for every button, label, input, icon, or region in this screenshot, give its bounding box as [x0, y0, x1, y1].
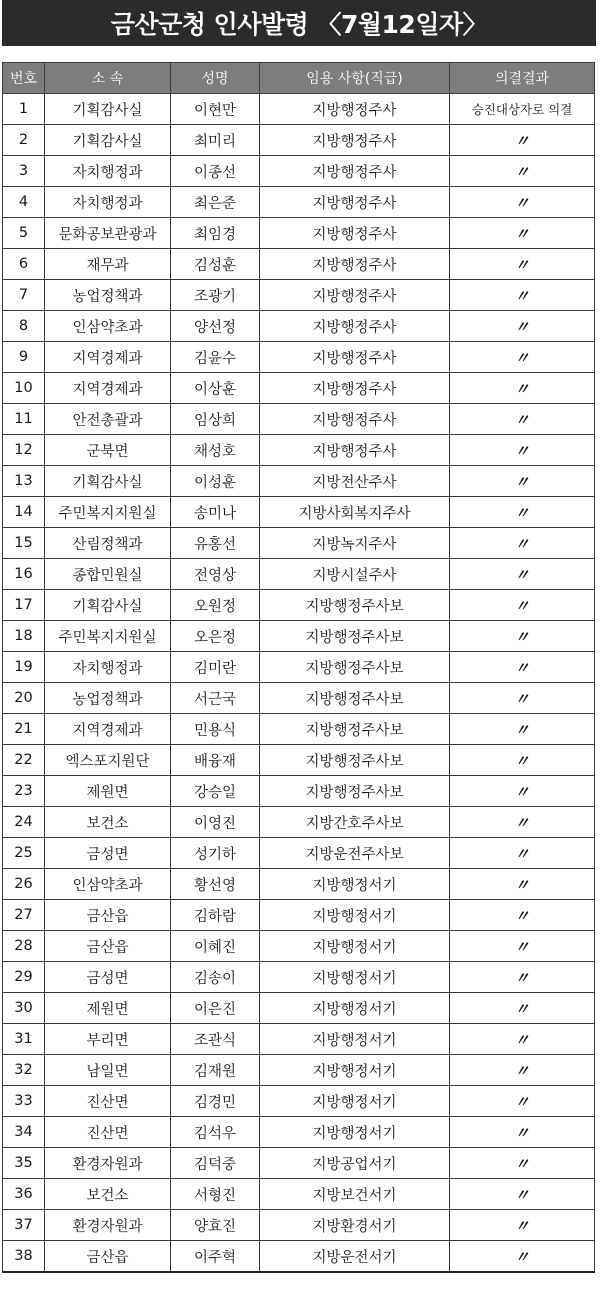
cell-number: 8 — [3, 311, 45, 342]
cell-number: 10 — [3, 373, 45, 404]
cell-name: 최은준 — [171, 187, 260, 218]
table-row — [3, 1179, 595, 1210]
cell-department: 군북면 — [45, 435, 171, 466]
cell-resolution: 〃 — [450, 652, 595, 683]
cell-resolution: 〃 — [450, 187, 595, 218]
cell-number: 22 — [3, 745, 45, 776]
cell-department: 기획감사실 — [45, 94, 171, 125]
table-row — [3, 1148, 595, 1179]
cell-department: 금산읍 — [45, 931, 171, 962]
cell-resolution: 〃 — [450, 466, 595, 497]
cell-department: 주민복지지원실 — [45, 497, 171, 528]
cell-department: 지역경제과 — [45, 714, 171, 745]
cell-resolution: 〃 — [450, 714, 595, 745]
cell-appointment-rank: 지방행정주사보 — [260, 776, 450, 807]
cell-number: 27 — [3, 900, 45, 931]
cell-name: 이은진 — [171, 993, 260, 1024]
cell-resolution: 〃 — [450, 528, 595, 559]
cell-number: 31 — [3, 1024, 45, 1055]
table-row — [3, 280, 595, 311]
cell-resolution: 〃 — [450, 838, 595, 869]
cell-department: 보건소 — [45, 807, 171, 838]
table-row — [3, 683, 595, 714]
cell-name: 이혜진 — [171, 931, 260, 962]
table-row — [3, 94, 595, 125]
cell-name: 김하람 — [171, 900, 260, 931]
table-row — [3, 373, 595, 404]
cell-appointment-rank: 지방운전주사보 — [260, 838, 450, 869]
cell-appointment-rank: 지방행정주사 — [260, 404, 450, 435]
cell-resolution: 〃 — [450, 559, 595, 590]
cell-name: 송미나 — [171, 497, 260, 528]
cell-resolution: 〃 — [450, 1148, 595, 1179]
cell-number: 1 — [3, 94, 45, 125]
cell-appointment-rank: 지방행정주사 — [260, 187, 450, 218]
cell-appointment-rank: 지방운전서기 — [260, 1241, 450, 1273]
table-row — [3, 807, 595, 838]
table-row — [3, 187, 595, 218]
cell-name: 이성훈 — [171, 466, 260, 497]
cell-number: 38 — [3, 1241, 45, 1273]
table-row — [3, 249, 595, 280]
cell-appointment-rank: 지방행정주사 — [260, 249, 450, 280]
cell-number: 28 — [3, 931, 45, 962]
cell-number: 25 — [3, 838, 45, 869]
cell-appointment-rank: 지방행정서기 — [260, 1024, 450, 1055]
cell-department: 재무과 — [45, 249, 171, 280]
cell-resolution: 〃 — [450, 218, 595, 249]
cell-number: 29 — [3, 962, 45, 993]
cell-department: 종합민원실 — [45, 559, 171, 590]
table-row — [3, 1117, 595, 1148]
cell-number: 3 — [3, 156, 45, 187]
cell-number: 36 — [3, 1179, 45, 1210]
cell-appointment-rank: 지방행정주사보 — [260, 590, 450, 621]
cell-number: 15 — [3, 528, 45, 559]
cell-resolution: 〃 — [450, 776, 595, 807]
cell-appointment-rank: 지방행정서기 — [260, 1117, 450, 1148]
cell-department: 주민복지지원실 — [45, 621, 171, 652]
cell-department: 문화공보관광과 — [45, 218, 171, 249]
cell-number: 9 — [3, 342, 45, 373]
cell-name: 김송이 — [171, 962, 260, 993]
cell-number: 14 — [3, 497, 45, 528]
cell-department: 농업정책과 — [45, 280, 171, 311]
cell-name: 김미란 — [171, 652, 260, 683]
cell-appointment-rank: 지방행정주사 — [260, 435, 450, 466]
page-title: 금산군청 인사발령 〈7월12일자〉 — [2, 0, 596, 46]
cell-department: 산림정책과 — [45, 528, 171, 559]
cell-number: 20 — [3, 683, 45, 714]
cell-department: 기획감사실 — [45, 466, 171, 497]
cell-appointment-rank: 지방사회복지주사 — [260, 497, 450, 528]
cell-name: 양선정 — [171, 311, 260, 342]
header-number: 번호 — [3, 63, 45, 94]
cell-appointment-rank: 지방행정주사보 — [260, 714, 450, 745]
cell-number: 16 — [3, 559, 45, 590]
cell-number: 32 — [3, 1055, 45, 1086]
cell-resolution: 〃 — [450, 404, 595, 435]
cell-name: 김덕중 — [171, 1148, 260, 1179]
table-row — [3, 869, 595, 900]
cell-resolution: 〃 — [450, 962, 595, 993]
cell-appointment-rank: 지방보건서기 — [260, 1179, 450, 1210]
cell-number: 21 — [3, 714, 45, 745]
cell-department: 금성면 — [45, 838, 171, 869]
cell-name: 채성호 — [171, 435, 260, 466]
table-row — [3, 962, 595, 993]
cell-resolution: 〃 — [450, 1086, 595, 1117]
cell-resolution: 〃 — [450, 807, 595, 838]
cell-number: 34 — [3, 1117, 45, 1148]
cell-number: 2 — [3, 125, 45, 156]
table-row — [3, 497, 595, 528]
cell-name: 김경민 — [171, 1086, 260, 1117]
header-name: 성명 — [171, 63, 260, 94]
cell-appointment-rank: 지방행정서기 — [260, 993, 450, 1024]
table-row — [3, 218, 595, 249]
cell-appointment-rank: 지방환경서기 — [260, 1210, 450, 1241]
cell-resolution: 〃 — [450, 249, 595, 280]
cell-number: 24 — [3, 807, 45, 838]
cell-appointment-rank: 지방행정서기 — [260, 1055, 450, 1086]
cell-appointment-rank: 지방행정서기 — [260, 1086, 450, 1117]
cell-number: 4 — [3, 187, 45, 218]
cell-department: 금산읍 — [45, 1241, 171, 1273]
cell-number: 6 — [3, 249, 45, 280]
cell-department: 자치행정과 — [45, 156, 171, 187]
cell-department: 진산면 — [45, 1117, 171, 1148]
table-row — [3, 652, 595, 683]
cell-resolution: 〃 — [450, 683, 595, 714]
cell-resolution: 〃 — [450, 900, 595, 931]
cell-name: 황선영 — [171, 869, 260, 900]
cell-appointment-rank: 지방행정주사 — [260, 125, 450, 156]
cell-resolution: 〃 — [450, 1241, 595, 1273]
cell-appointment-rank: 지방전산주사 — [260, 466, 450, 497]
cell-number: 26 — [3, 869, 45, 900]
cell-appointment-rank: 지방행정서기 — [260, 900, 450, 931]
cell-department: 금성면 — [45, 962, 171, 993]
cell-resolution: 〃 — [450, 931, 595, 962]
cell-resolution: 〃 — [450, 497, 595, 528]
cell-department: 자치행정과 — [45, 652, 171, 683]
cell-resolution: 〃 — [450, 590, 595, 621]
cell-appointment-rank: 지방행정주사보 — [260, 652, 450, 683]
cell-resolution: 〃 — [450, 1024, 595, 1055]
cell-department: 제원면 — [45, 776, 171, 807]
cell-appointment-rank: 지방간호주사보 — [260, 807, 450, 838]
cell-name: 민용식 — [171, 714, 260, 745]
cell-resolution: 〃 — [450, 280, 595, 311]
cell-department: 지역경제과 — [45, 342, 171, 373]
cell-resolution: 〃 — [450, 1055, 595, 1086]
cell-department: 자치행정과 — [45, 187, 171, 218]
cell-appointment-rank: 지방공업서기 — [260, 1148, 450, 1179]
cell-name: 조광기 — [171, 280, 260, 311]
cell-number: 17 — [3, 590, 45, 621]
cell-resolution: 〃 — [450, 435, 595, 466]
cell-appointment-rank: 지방행정서기 — [260, 931, 450, 962]
cell-department: 인삼약초과 — [45, 869, 171, 900]
cell-name: 이주혁 — [171, 1241, 260, 1273]
cell-appointment-rank: 지방행정주사 — [260, 373, 450, 404]
table-header-row — [3, 63, 595, 94]
cell-name: 전영상 — [171, 559, 260, 590]
cell-appointment-rank: 지방행정주사 — [260, 342, 450, 373]
cell-name: 이종선 — [171, 156, 260, 187]
cell-number: 11 — [3, 404, 45, 435]
cell-name: 임상희 — [171, 404, 260, 435]
cell-number: 18 — [3, 621, 45, 652]
table-row — [3, 621, 595, 652]
cell-name: 김재원 — [171, 1055, 260, 1086]
cell-name: 배융재 — [171, 745, 260, 776]
table-row — [3, 993, 595, 1024]
cell-department: 엑스포지원단 — [45, 745, 171, 776]
cell-resolution: 〃 — [450, 311, 595, 342]
table-row — [3, 311, 595, 342]
cell-name: 유홍선 — [171, 528, 260, 559]
cell-name: 이현만 — [171, 94, 260, 125]
header-appointment-rank: 임용 사항(직급) — [260, 63, 450, 94]
cell-department: 환경자원과 — [45, 1148, 171, 1179]
cell-number: 5 — [3, 218, 45, 249]
cell-appointment-rank: 지방행정주사보 — [260, 683, 450, 714]
cell-department: 부리면 — [45, 1024, 171, 1055]
cell-appointment-rank: 지방행정주사 — [260, 218, 450, 249]
cell-resolution: 〃 — [450, 1117, 595, 1148]
table-row — [3, 714, 595, 745]
cell-resolution: 〃 — [450, 1179, 595, 1210]
cell-appointment-rank: 지방행정주사보 — [260, 621, 450, 652]
table-row — [3, 1210, 595, 1241]
cell-department: 지역경제과 — [45, 373, 171, 404]
cell-name: 서근국 — [171, 683, 260, 714]
personnel-table — [2, 62, 595, 1273]
table-row — [3, 1024, 595, 1055]
cell-name: 김석우 — [171, 1117, 260, 1148]
cell-number: 35 — [3, 1148, 45, 1179]
cell-department: 남일면 — [45, 1055, 171, 1086]
cell-resolution: 〃 — [450, 621, 595, 652]
cell-resolution: 〃 — [450, 125, 595, 156]
cell-department: 금산읍 — [45, 900, 171, 931]
cell-resolution: 〃 — [450, 1210, 595, 1241]
cell-resolution: 〃 — [450, 993, 595, 1024]
cell-name: 오은정 — [171, 621, 260, 652]
cell-department: 기획감사실 — [45, 125, 171, 156]
cell-number: 19 — [3, 652, 45, 683]
cell-name: 이영진 — [171, 807, 260, 838]
cell-number: 23 — [3, 776, 45, 807]
cell-appointment-rank: 지방행정주사 — [260, 311, 450, 342]
cell-resolution: 〃 — [450, 745, 595, 776]
table-row — [3, 342, 595, 373]
cell-name: 최임경 — [171, 218, 260, 249]
table-row — [3, 1086, 595, 1117]
cell-appointment-rank: 지방행정주사 — [260, 156, 450, 187]
cell-department: 진산면 — [45, 1086, 171, 1117]
cell-name: 최미리 — [171, 125, 260, 156]
cell-name: 김윤수 — [171, 342, 260, 373]
cell-name: 조관식 — [171, 1024, 260, 1055]
cell-resolution: 〃 — [450, 156, 595, 187]
cell-name: 오원정 — [171, 590, 260, 621]
cell-appointment-rank: 지방행정서기 — [260, 962, 450, 993]
cell-department: 환경자원과 — [45, 1210, 171, 1241]
cell-name: 서형진 — [171, 1179, 260, 1210]
cell-number: 30 — [3, 993, 45, 1024]
cell-department: 안전총괄과 — [45, 404, 171, 435]
header-department: 소 속 — [45, 63, 171, 94]
table-row — [3, 404, 595, 435]
table-row — [3, 745, 595, 776]
table-row — [3, 1241, 595, 1273]
table-row — [3, 528, 595, 559]
cell-department: 기획감사실 — [45, 590, 171, 621]
table-row — [3, 466, 595, 497]
cell-department: 농업정책과 — [45, 683, 171, 714]
cell-appointment-rank: 지방행정서기 — [260, 869, 450, 900]
cell-appointment-rank: 지방녹지주사 — [260, 528, 450, 559]
table-row — [3, 125, 595, 156]
cell-name: 강승일 — [171, 776, 260, 807]
cell-resolution: 승진대상자로 의결 — [450, 94, 595, 125]
table-row — [3, 931, 595, 962]
cell-name: 양효진 — [171, 1210, 260, 1241]
cell-appointment-rank: 지방시설주사 — [260, 559, 450, 590]
table-row — [3, 776, 595, 807]
cell-number: 37 — [3, 1210, 45, 1241]
cell-name: 이상훈 — [171, 373, 260, 404]
cell-number: 13 — [3, 466, 45, 497]
cell-department: 보건소 — [45, 1179, 171, 1210]
table-row — [3, 590, 595, 621]
cell-name: 성기하 — [171, 838, 260, 869]
cell-name: 김성훈 — [171, 249, 260, 280]
cell-department: 제원면 — [45, 993, 171, 1024]
cell-resolution: 〃 — [450, 869, 595, 900]
cell-appointment-rank: 지방행정주사 — [260, 280, 450, 311]
cell-department: 인삼약초과 — [45, 311, 171, 342]
table-row — [3, 156, 595, 187]
table-row — [3, 1055, 595, 1086]
cell-number: 7 — [3, 280, 45, 311]
table-row — [3, 559, 595, 590]
cell-number: 12 — [3, 435, 45, 466]
cell-appointment-rank: 지방행정주사보 — [260, 745, 450, 776]
cell-resolution: 〃 — [450, 373, 595, 404]
table-row — [3, 435, 595, 466]
cell-number: 33 — [3, 1086, 45, 1117]
header-resolution: 의결결과 — [450, 63, 595, 94]
cell-resolution: 〃 — [450, 342, 595, 373]
cell-appointment-rank: 지방행정주사 — [260, 94, 450, 125]
table-row — [3, 900, 595, 931]
table-row — [3, 838, 595, 869]
